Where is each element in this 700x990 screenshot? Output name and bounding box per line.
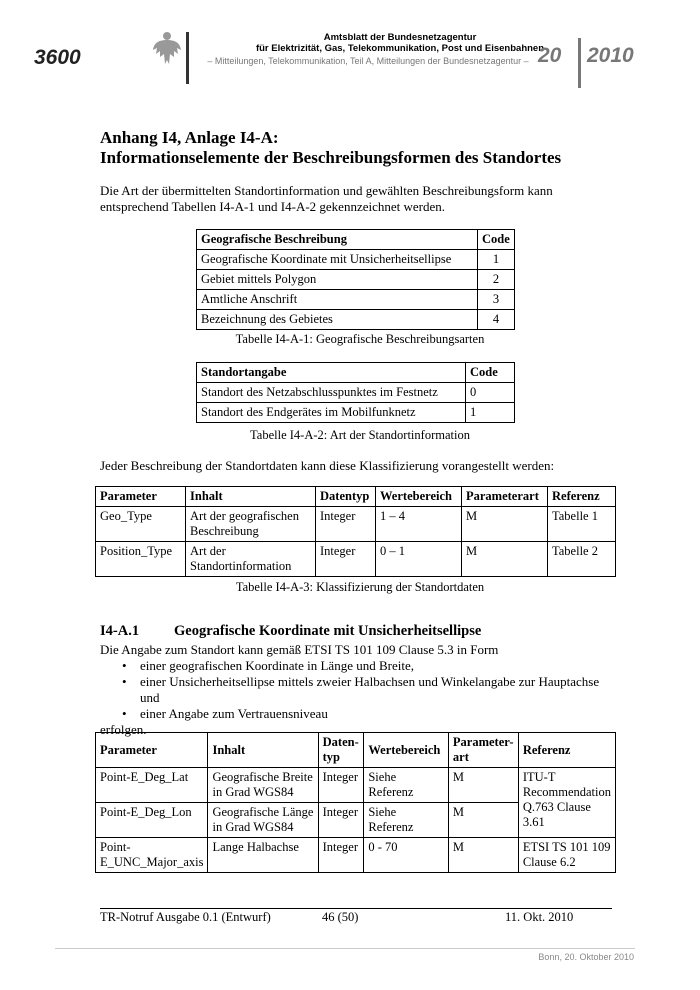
table-header: Datentyp <box>316 487 376 507</box>
bottom-rule <box>55 948 635 949</box>
footer-date: 11. Okt. 2010 <box>505 910 574 924</box>
table-header: Parameterart <box>462 487 548 507</box>
page-number: 3600 <box>34 46 81 69</box>
table-row: Point-E_Deg_Lat Geografische Breite in Grad WGS84 Integer Siehe Referenz M ITU-T Recommendation Q.763 Clause 3.61 <box>96 768 616 803</box>
table-row: Geo_Type Art der geografischen Beschreibung Integer 1 – 4 M Tabelle 1 <box>96 507 616 542</box>
table-header: Daten-typ <box>318 733 364 768</box>
table-header: Parameter <box>96 487 186 507</box>
table-row: Bezeichnung des Gebietes 4 <box>197 310 515 330</box>
table-row: Geografische Koordinate mit Unsicherheitsellipse 1 <box>197 250 515 270</box>
table-header: Geografische Beschreibung <box>197 230 478 250</box>
table-header: Inhalt <box>186 487 316 507</box>
table-header: Parameter-art <box>448 733 518 768</box>
table-header: Code <box>466 363 515 383</box>
issue-divider <box>578 38 581 88</box>
page-title: Anhang I4, Anlage I4-A: Informationselemente der Beschreibungsformen des Standortes <box>100 128 562 167</box>
table2-caption: Tabelle I4-A-2: Art der Standortinformation <box>250 428 470 442</box>
table-row: Standort des Endgerätes im Mobilfunknetz 1 <box>197 403 515 423</box>
table3-caption: Tabelle I4-A-3: Klassifizierung der Standortdaten <box>235 580 485 594</box>
footer-document: TR-Notruf Ausgabe 0.1 (Entwurf) <box>100 910 271 924</box>
table-row: Amtliche Anschrift 3 <box>197 290 515 310</box>
header-divider <box>186 32 189 84</box>
publication-date: Bonn, 20. Oktober 2010 <box>538 952 634 962</box>
gazette-title: Amtsblatt der Bundesnetzagentur für Elektrizität, Gas, Telekommunikation, Post und Eisenbahnen <box>255 32 545 54</box>
section-tail: erfolgen. <box>100 722 147 737</box>
table-row: Point-E_UNC_Major_axis Lange Halbachse Integer 0 - 70 M ETSI TS 101 109 Clause 6.2 <box>96 838 616 873</box>
issue-number: 20 <box>538 44 562 67</box>
section-heading: I4-A.1 Geografische Koordinate mit Unsicherheitsellipse <box>100 623 482 639</box>
table-header: Wertebereich <box>364 733 449 768</box>
table-header: Parameter <box>96 733 208 768</box>
issue-year: 2010 <box>587 44 634 67</box>
table-header: Code <box>478 230 515 250</box>
table-header: Referenz <box>548 487 616 507</box>
classification-paragraph: Jeder Beschreibung der Standortdaten kann diese Klassifizierung vorangestellt werden: <box>100 458 555 473</box>
intro-paragraph: Die Art der übermittelten Standortinformation und gewählten Beschreibungsform kann entsprechend Tabellen I4-A-1 und I4-A-2 gekennzeichnet werden. <box>100 183 553 214</box>
table-row: Gebiet mittels Polygon 2 <box>197 270 515 290</box>
gazette-subtitle: – Mitteilungen, Telekommunikation, Teil A, Mitteilungen der Bundesnetzagentur – <box>207 56 529 66</box>
list-item: • einer Unsicherheitsellipse mittels zweier Halbachsen und Winkelangabe zur Hauptachse und <box>140 674 620 706</box>
table-header: Wertebereich <box>376 487 462 507</box>
section-lead: Die Angabe zum Standort kann gemäß ETSI TS 101 109 Clause 5.3 in Form <box>100 642 499 657</box>
table-location-type <box>196 362 515 423</box>
table-row: Position_Type Art der Standortinformation Integer 0 – 1 M Tabelle 2 <box>96 542 616 577</box>
list-item: • einer geografischen Koordinate in Länge und Breite, <box>140 658 620 674</box>
table-classification <box>95 486 616 577</box>
list-item: • einer Angabe zum Vertrauensniveau <box>140 706 620 722</box>
table-row: Point-E_Deg_Lon Geografische Länge in Grad WGS84 Integer Siehe Referenz M <box>96 803 616 838</box>
footer-rule <box>100 908 612 909</box>
table-row: Standort des Netzabschlusspunktes im Festnetz 0 <box>197 383 515 403</box>
table-geo-description <box>196 229 515 330</box>
table-header: Referenz <box>518 733 615 768</box>
federal-eagle-icon <box>152 30 182 68</box>
table-header: Inhalt <box>208 733 318 768</box>
bullet-list <box>118 658 620 722</box>
table-header: Standortangabe <box>197 363 466 383</box>
footer-page: 46 (50) <box>322 910 359 924</box>
table1-caption: Tabelle I4-A-1: Geografische Beschreibungsarten <box>235 332 485 346</box>
table-coordinate-params <box>95 732 616 873</box>
section-body <box>100 642 620 738</box>
